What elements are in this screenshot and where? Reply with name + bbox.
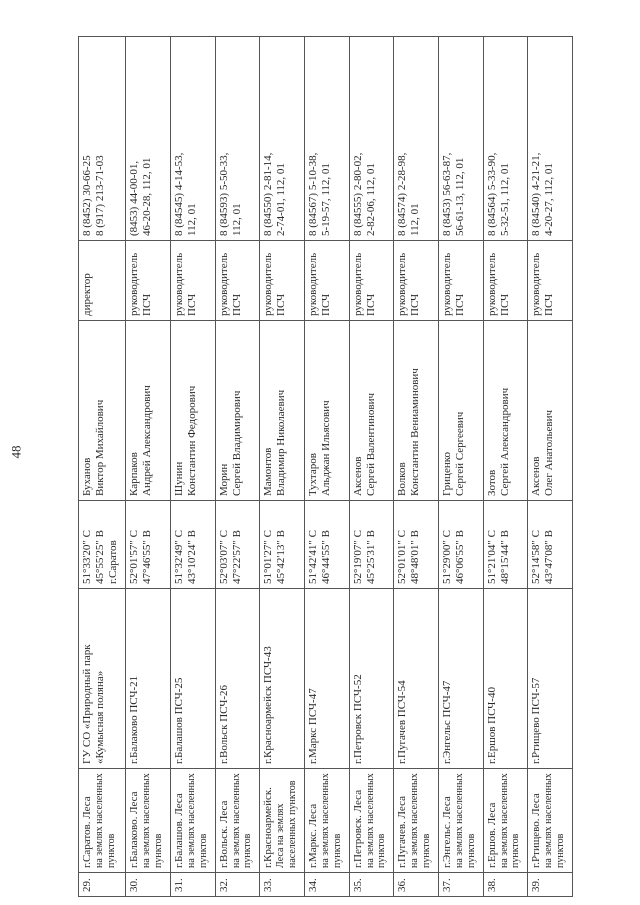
latitude: 52°14'58" С (530, 530, 543, 584)
phone-line: 8 (8452) 30-66-25 (81, 155, 93, 236)
row-number-cell (79, 873, 126, 897)
unit-cell (79, 589, 126, 769)
phones-cell (215, 37, 260, 241)
area-line: пунктов (152, 833, 164, 868)
phone-line: 8 (8453) 56-63-87, (440, 152, 453, 236)
phones-cell (260, 37, 305, 241)
unit-cell (394, 589, 439, 769)
area-line: на землях населенных (319, 773, 331, 868)
fire-unit-name: г.Вольск ПСЧ-26 (217, 684, 230, 764)
coords-cell (483, 501, 528, 589)
person-surname: Буханов (81, 457, 93, 496)
person-name: Сергей Валентинович (364, 392, 377, 496)
row-number: 36. (396, 878, 409, 892)
phone-line: 5-32-51, 112, 01 (498, 163, 511, 236)
row-number-cell (170, 873, 215, 897)
person-surname: Морин (217, 463, 230, 496)
fire-unit-name: г.Энгельс ПСЧ-47 (440, 680, 453, 764)
rotated-table-sheet (78, 37, 573, 897)
phones-cell (438, 37, 483, 241)
phones-cell (170, 37, 215, 241)
person-cell (394, 321, 439, 501)
area-line: пунктов (105, 833, 117, 868)
area-cell (170, 769, 215, 873)
person-cell (304, 321, 349, 501)
coords-cell (394, 501, 439, 589)
person-name: Сергей Сергеевич (453, 411, 466, 496)
coords-cell (438, 501, 483, 589)
area-line: Леса на землях (275, 803, 287, 868)
longitude: 48°48'01" В (409, 530, 422, 584)
fire-unit-name: г.Балаково ПСЧ-21 (128, 675, 141, 764)
row-number: 34. (306, 878, 319, 892)
person-cell (438, 321, 483, 501)
table-row (215, 37, 260, 897)
position-cell (528, 241, 573, 321)
row-number-cell (215, 873, 260, 897)
person-name: Владимир Николаевич (275, 389, 288, 496)
area-cell (438, 769, 483, 873)
area-line: г.Энгельс. Леса (440, 796, 453, 868)
person-name: Константин Федорович (185, 385, 198, 496)
row-number-cell (483, 873, 528, 897)
table-row (304, 37, 349, 897)
position-cell (394, 241, 439, 321)
row-number-cell (528, 873, 573, 897)
phone-line: 8 (84567) 5-10-38, (306, 152, 319, 236)
unit-cell (349, 589, 394, 769)
row-number-cell (438, 873, 483, 897)
person-cell (126, 321, 171, 501)
coords-cell (304, 501, 349, 589)
phone-line: 112, 01 (230, 203, 243, 236)
coords-cell (349, 501, 394, 589)
phone-line: 8 (84564) 5-33-90, (485, 152, 498, 236)
position-title: руководитель ПСЧ (306, 252, 332, 316)
table-row (260, 37, 305, 897)
phone-line: 4-20-27, 112, 01 (543, 163, 556, 236)
phone-line: 2-82-06, 112, 01 (364, 163, 377, 236)
area-line: пунктов (376, 833, 388, 868)
fire-unit-name: г.Балашов ПСЧ-25 (172, 677, 185, 764)
position-cell (126, 241, 171, 321)
fire-unit-name: г.Ершов ПСЧ-40 (485, 687, 498, 764)
position-title: руководитель ПСЧ (530, 252, 556, 316)
person-surname: Волков (396, 462, 409, 496)
area-cell (394, 769, 439, 873)
person-name: Константин Вениаминович (409, 368, 422, 496)
position-title: директор (81, 273, 93, 316)
unit-cell (215, 589, 260, 769)
coords-note: г.Саратов (106, 540, 119, 584)
area-line: на землях населенных (93, 773, 105, 868)
person-surname: Карпаков (128, 452, 141, 496)
person-name: Сергей Александрович (498, 387, 511, 496)
area-line: г.Красноармейск. (262, 787, 275, 868)
area-line: г.Ртищево. Леса (530, 793, 543, 868)
person-cell (528, 321, 573, 501)
area-line: на землях населенных (185, 773, 197, 868)
person-name: Виктор Михайлович (93, 399, 106, 496)
phone-line: 8 (84574) 2-28-98, (396, 152, 409, 236)
person-surname: Гриценко (440, 452, 453, 496)
person-surname: Аксенов (530, 456, 543, 496)
row-number: 37. (440, 878, 453, 892)
area-line: г.Петровск. Леса (351, 789, 364, 868)
row-number: 39. (530, 878, 543, 892)
row-number: 35. (351, 878, 364, 892)
phones-cell (394, 37, 439, 241)
longitude: 46°06'55" В (453, 530, 466, 584)
phone-line: 8 (84550) 2-81-14, (262, 152, 275, 236)
row-number: 31. (172, 878, 185, 892)
position-title: руководитель ПСЧ (440, 252, 466, 316)
table-row (79, 37, 126, 897)
unit-cell (438, 589, 483, 769)
row-number-cell (394, 873, 439, 897)
phones-cell (349, 37, 394, 241)
longitude: 47°46'55" В (141, 530, 154, 584)
phone-line: 112, 01 (409, 203, 422, 236)
phone-line: 8 (84540) 4-21-21, (530, 152, 543, 236)
position-title: руководитель ПСЧ (396, 252, 422, 316)
longitude: 47°22'57" В (230, 530, 243, 584)
area-line: населенных пунктов (286, 780, 298, 868)
row-number-cell (349, 873, 394, 897)
area-line: на землях населенных (141, 773, 153, 868)
person-surname: Тухтаров (306, 453, 319, 496)
area-cell (215, 769, 260, 873)
phone-line: (8453) 44-00-01, (128, 160, 141, 236)
phone-line: 56-61-13, 112, 01 (453, 157, 466, 236)
longitude: 43°47'08" В (543, 530, 556, 584)
phone-line: 112, 01 (185, 203, 198, 236)
person-surname: Шунин (172, 461, 185, 496)
fire-unit-name: ГУ СО «Природный парк «Кумысная поляна» (81, 644, 106, 764)
table-row (483, 37, 528, 897)
area-line: пунктов (242, 833, 254, 868)
area-line: на землях населенных (543, 773, 555, 868)
phones-cell (528, 37, 573, 241)
area-line: на землях населенных (498, 773, 510, 868)
area-line: пунктов (331, 833, 343, 868)
latitude: 51°21'04" С (485, 530, 498, 584)
phone-line: 5-19-57, 112, 01 (319, 163, 332, 236)
fire-unit-name: г.Ртищево ПСЧ-57 (530, 677, 543, 764)
position-cell (170, 241, 215, 321)
phones-cell (304, 37, 349, 241)
area-line: на землях населенных (230, 773, 242, 868)
position-cell (79, 241, 126, 321)
phones-cell (483, 37, 528, 241)
row-number: 33. (262, 878, 275, 892)
person-cell (170, 321, 215, 501)
row-number-cell (304, 873, 349, 897)
person-surname: Аксенов (351, 456, 364, 496)
position-title: руководитель ПСЧ (217, 252, 243, 316)
area-cell (483, 769, 528, 873)
area-cell (349, 769, 394, 873)
phone-line: 2-74-01, 112, 01 (275, 163, 288, 236)
latitude: 52°01'01" С (396, 530, 409, 584)
position-title: руководитель ПСЧ (485, 252, 511, 316)
longitude: 45°55'25" В (93, 530, 106, 584)
area-line: г.Балашов. Леса (172, 793, 185, 868)
row-number: 32. (217, 878, 230, 892)
area-line: пунктов (510, 833, 522, 868)
position-cell (260, 241, 305, 321)
area-line: на землях населенных (364, 773, 376, 868)
latitude: 51°29'00" С (440, 530, 453, 584)
position-cell (349, 241, 394, 321)
row-number-cell (260, 873, 305, 897)
person-name: Альджан Ильясович (319, 400, 332, 496)
position-cell (215, 241, 260, 321)
fire-unit-name: г.Петровск ПСЧ-52 (351, 674, 364, 764)
position-cell (483, 241, 528, 321)
position-title: руководитель ПСЧ (172, 252, 198, 316)
unit-cell (483, 589, 528, 769)
phones-cell (126, 37, 171, 241)
latitude: 51°33'20" С (81, 530, 93, 584)
area-line: пунктов (555, 833, 566, 868)
longitude: 48°15'44" В (498, 530, 511, 584)
coords-cell (215, 501, 260, 589)
latitude: 51°32'49" С (172, 530, 185, 584)
area-line: на землях населенных (453, 773, 465, 868)
unit-cell (260, 589, 305, 769)
phone-line: 8 (84593) 5-50-33, (217, 152, 230, 236)
person-name: Андрей Александрович (141, 385, 154, 496)
longitude: 43°10'24" В (185, 530, 198, 584)
latitude: 52°19'07" С (351, 530, 364, 584)
phone-line: 8 (84555) 2-80-02, (351, 152, 364, 236)
person-cell (349, 321, 394, 501)
coords-cell (126, 501, 171, 589)
area-line: г.Ершов. Леса (485, 802, 498, 868)
latitude: 52°01'57" С (128, 530, 141, 584)
unit-cell (126, 589, 171, 769)
area-cell (260, 769, 305, 873)
unit-cell (304, 589, 349, 769)
unit-cell (528, 589, 573, 769)
person-surname: Мамонтов (262, 447, 275, 496)
person-cell (215, 321, 260, 501)
area-cell (79, 769, 126, 873)
area-line: г.Вольск. Леса (217, 800, 230, 868)
table-row (394, 37, 439, 897)
row-number: 29. (81, 878, 93, 892)
row-number-cell (126, 873, 171, 897)
area-line: пунктов (197, 833, 209, 868)
fire-unit-name: г.Красноармейск ПСЧ-43 (262, 646, 275, 764)
person-name: Олег Анатольевич (543, 409, 556, 496)
phone-line: 8 (84545) 4-14-53, (172, 152, 185, 236)
person-cell (260, 321, 305, 501)
area-cell (304, 769, 349, 873)
table-row (528, 37, 573, 897)
area-line: на землях населенных (409, 773, 421, 868)
area-line: пунктов (420, 833, 432, 868)
table-row (170, 37, 215, 897)
coords-cell (260, 501, 305, 589)
table-row (349, 37, 394, 897)
longitude: 45°25'31" В (364, 530, 377, 584)
phone-line: 46-20-28, 112, 01 (141, 157, 154, 236)
area-line: пунктов (465, 833, 477, 868)
latitude: 51°42'41" С (306, 530, 319, 584)
phone-line: 8 (917) 213-71-03 (93, 155, 106, 236)
row-number: 38. (485, 878, 498, 892)
area-line: г.Маркс. Леса (306, 803, 319, 868)
phones-cell (79, 37, 126, 241)
longitude: 45°42'13" В (275, 530, 288, 584)
area-cell (528, 769, 573, 873)
table-body (79, 37, 573, 897)
table-row (126, 37, 171, 897)
latitude: 52°03'07" С (217, 530, 230, 584)
fire-units-table (78, 36, 573, 897)
fire-unit-name: г.Маркс ПСЧ-47 (306, 688, 319, 764)
page-number: 48 (8, 445, 24, 459)
coords-cell (170, 501, 215, 589)
person-surname: Зотов (485, 469, 498, 496)
coords-cell (528, 501, 573, 589)
person-name: Сергей Владимирович (230, 390, 243, 496)
latitude: 51°01'27" С (262, 530, 275, 584)
position-title: руководитель ПСЧ (128, 252, 154, 316)
area-line: г.Саратов. Леса (81, 796, 93, 868)
row-number: 30. (128, 878, 141, 892)
position-cell (438, 241, 483, 321)
unit-cell (170, 589, 215, 769)
position-title: руководитель ПСЧ (262, 252, 288, 316)
longitude: 46°44'55" В (319, 530, 332, 584)
position-title: руководитель ПСЧ (351, 252, 377, 316)
person-cell (79, 321, 126, 501)
area-cell (126, 769, 171, 873)
area-line: г.Балаково. Леса (128, 791, 141, 868)
person-cell (483, 321, 528, 501)
position-cell (304, 241, 349, 321)
area-line: г.Пугачев. Леса (396, 796, 409, 868)
fire-unit-name: г.Пугачев ПСЧ-54 (396, 680, 409, 764)
table-row (438, 37, 483, 897)
coords-cell (79, 501, 126, 589)
